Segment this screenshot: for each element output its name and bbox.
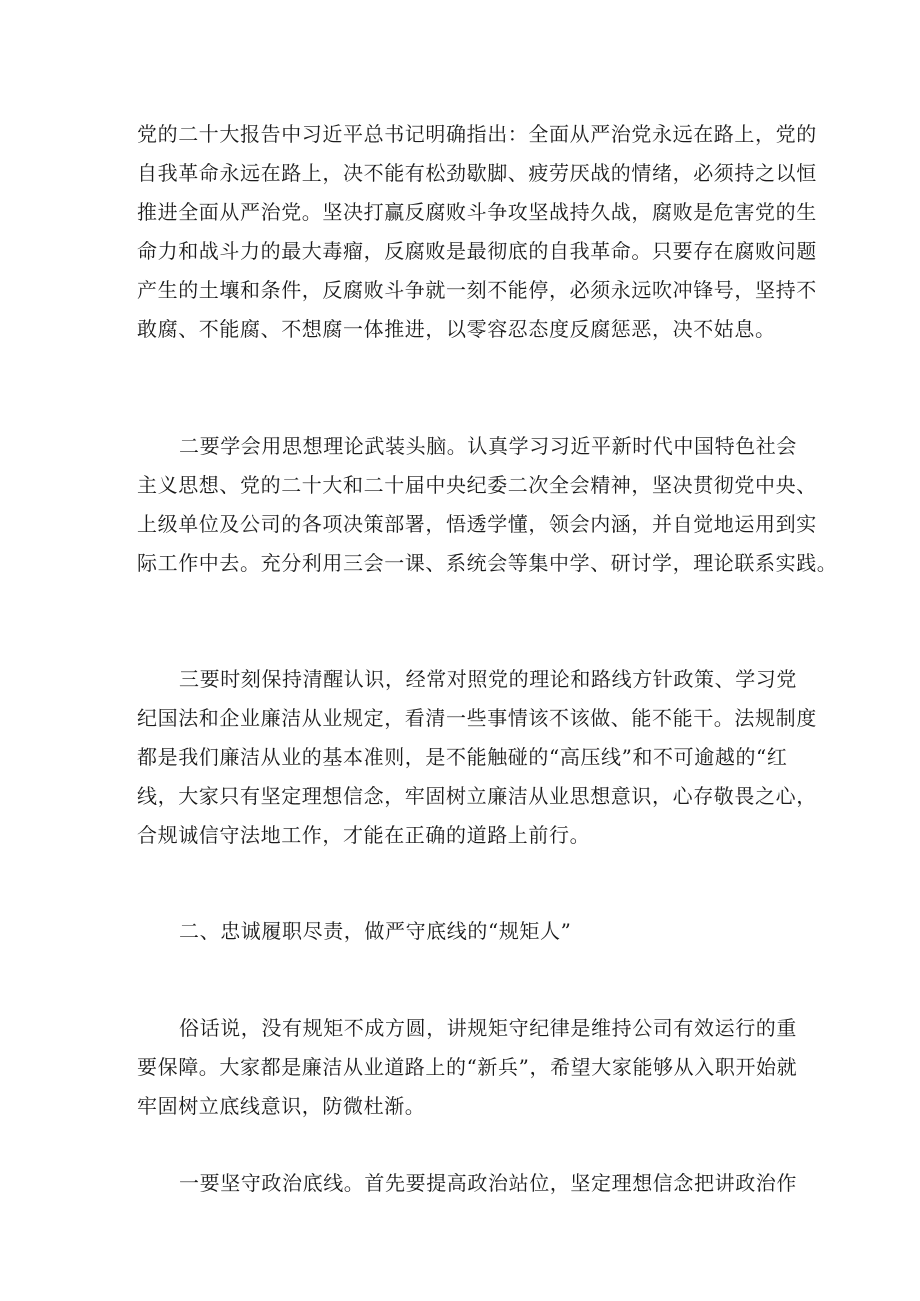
text-line: 都是我们廉洁从业的基本准则，是不能触碰的“高压线”和不可逾越的“红 [137,745,788,769]
text-line: 纪国法和企业廉洁从业规定，看清一些事情该不该做、能不能干。法规制度 [137,706,817,730]
text-line: 线，大家只有坚定理想信念，牢固树立廉洁从业思想意识，心存敬畏之心， [137,784,817,808]
text-line: 三要时刻保持清醒认识，经常对照党的理论和路线方针政策、学习党 [179,667,797,691]
text-line: 自我革命永远在路上，决不能有松劲歇脚、疲劳厌战的情绪，必须持之以恒 [137,161,817,185]
text-line: 敢腐、不能腐、不想腐一体推进，以零容忍态度反腐惩恶，决不姑息。 [137,317,776,341]
text-line: 产生的土壤和条件，反腐败斗争就一刻不能停，必须永远吹冲锋号，坚持不 [137,278,817,302]
paragraph-theory-study [137,427,838,583]
text-line: 二要学会用思想理论武装头脑。认真学习习近平新时代中国特色社会 [179,434,797,458]
paragraph-anti-corruption [137,115,817,349]
text-line: 牢固树立底线意识，防微杜渐。 [137,1094,426,1118]
section-heading [137,912,797,951]
paragraph-rules [137,1009,797,1126]
text-line: 命力和战斗力的最大毒瘤，反腐败是最彻底的自我革命。只要存在腐败问题 [137,239,817,263]
text-line: 上级单位及公司的各项决策部署，悟透学懂，领会内涵，并自觉地运用到实 [137,512,817,536]
text-line: 际工作中去。充分利用三会一课、系统会等集中学、研讨学，理论联系实践。 [137,551,838,575]
section-heading-text: 二、忠诚履职尽责，做严守底线的“规矩人” [179,919,572,943]
text-line: 一要坚守政治底线。首先要提高政治站位，坚定理想信念把讲政治作 [179,1171,797,1195]
text-line: 主义思想、党的二十大和二十届中央纪委二次全会精神，坚决贯彻党中央、 [137,473,817,497]
text-line: 俗话说，没有规矩不成方圆，讲规矩守纪律是维持公司有效运行的重 [179,1016,797,1040]
paragraph-clear-awareness [137,660,817,855]
paragraph-political-bottom-line [137,1164,797,1203]
text-line: 推进全面从严治党。坚决打赢反腐败斗争攻坚战持久战，腐败是危害党的生 [137,200,817,224]
text-line: 要保障。大家都是廉洁从业道路上的“新兵”，希望大家能够从入职开始就 [137,1055,798,1079]
text-line: 合规诚信守法地工作，才能在正确的道路上前行。 [137,823,591,847]
text-line: 党的二十大报告中习近平总书记明确指出：全面从严治党永远在路上，党的 [137,122,817,146]
